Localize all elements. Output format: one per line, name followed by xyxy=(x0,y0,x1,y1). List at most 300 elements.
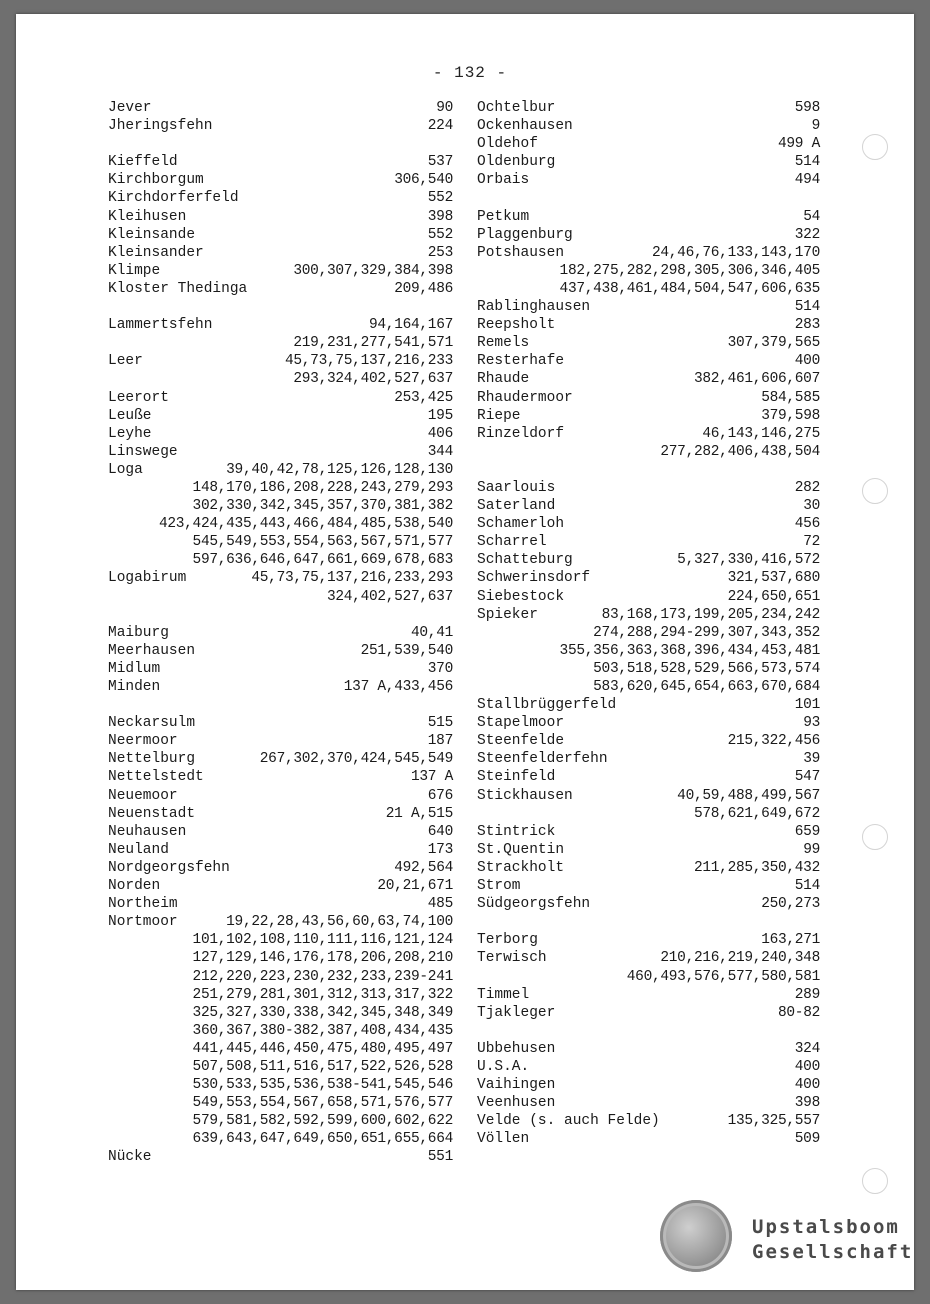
place-name: Völlen xyxy=(477,1131,530,1148)
place-name: Leer xyxy=(108,353,143,370)
place-name: Leyhe xyxy=(108,425,152,442)
index-entry xyxy=(477,551,820,569)
page-refs: 530,533,535,536,538-541,545,546 xyxy=(192,1077,453,1094)
index-entry xyxy=(477,588,820,606)
place-name: Stintrick xyxy=(477,823,556,840)
index-entry xyxy=(108,859,453,877)
place-name: Leerort xyxy=(108,389,169,406)
punch-hole xyxy=(862,134,888,160)
page-refs: 324,402,527,637 xyxy=(326,588,453,605)
page-refs: 54 xyxy=(803,208,820,225)
place-name: Neermoor xyxy=(108,733,178,750)
place-name: Scharrel xyxy=(477,534,547,551)
place-name: Terborg xyxy=(477,932,538,949)
page-refs: 20,21,671 xyxy=(377,878,453,895)
punch-hole xyxy=(862,478,888,504)
place-name: Spieker xyxy=(477,606,538,623)
index-entry xyxy=(108,171,453,189)
place-name: Steinfeld xyxy=(477,769,556,786)
place-name: Stickhausen xyxy=(477,787,573,804)
place-name: Nortmoor xyxy=(108,914,178,931)
index-entry xyxy=(108,461,453,479)
page-refs: 46,143,146,275 xyxy=(702,425,820,442)
page-refs: 549,553,554,567,658,571,576,577 xyxy=(192,1095,453,1112)
index-entry xyxy=(108,389,453,407)
place-name: Kirchdorferfeld xyxy=(108,190,239,207)
place-name: Neckarsulm xyxy=(108,715,196,732)
index-entry xyxy=(477,352,820,370)
page-refs: 253,425 xyxy=(394,389,453,406)
place-name: Neuland xyxy=(108,841,169,858)
place-name: Logabirum xyxy=(108,570,187,587)
place-name: Steenfelde xyxy=(477,733,565,750)
page-refs: 355,356,363,368,396,434,453,481 xyxy=(559,642,820,659)
index-entry xyxy=(108,226,453,244)
place-name: Ockenhausen xyxy=(477,118,573,135)
index-entry xyxy=(108,479,453,497)
place-name: Oldehof xyxy=(477,136,538,153)
page-refs: 676 xyxy=(427,787,453,804)
place-name: Rhaude xyxy=(477,371,530,388)
index-entry xyxy=(477,117,820,135)
index-entry xyxy=(108,841,453,859)
index-entry xyxy=(477,244,820,262)
page-refs: 400 xyxy=(794,1058,820,1075)
page-refs: 551 xyxy=(427,1149,453,1166)
page-refs: 210,216,219,240,348 xyxy=(660,950,820,967)
index-entry xyxy=(108,407,453,425)
place-name: Steenfelderfehn xyxy=(477,751,608,768)
page-refs: 282 xyxy=(794,479,820,496)
page-refs: 579,581,582,592,599,600,602,622 xyxy=(192,1113,453,1130)
index-entry xyxy=(108,298,453,316)
index-entry xyxy=(477,262,820,280)
punch-hole xyxy=(862,1168,888,1194)
page-refs: 277,282,406,438,504 xyxy=(660,443,820,460)
place-name: Saarlouis xyxy=(477,479,556,496)
index-entry xyxy=(477,316,820,334)
place-name: Potshausen xyxy=(477,244,565,261)
place-name: Strackholt xyxy=(477,859,565,876)
place-name: Kleihusen xyxy=(108,208,187,225)
index-entry xyxy=(108,732,453,750)
index-entry xyxy=(108,189,453,207)
page-refs: 83,168,173,199,205,234,242 xyxy=(601,606,820,623)
page-refs: 40,41 xyxy=(410,624,453,641)
page-refs: 640 xyxy=(427,823,453,840)
place-name: Jheringsfehn xyxy=(108,118,213,135)
page-refs: 215,322,456 xyxy=(727,733,820,750)
page-refs: 598 xyxy=(794,100,820,116)
page-refs: 400 xyxy=(794,353,820,370)
index-entry xyxy=(108,949,453,967)
page-refs: 90 xyxy=(436,100,453,116)
index-entry xyxy=(477,678,820,696)
page-refs: 578,621,649,672 xyxy=(693,805,820,822)
place-name: St.Quentin xyxy=(477,841,565,858)
index-entry xyxy=(108,642,453,660)
page-refs: 509 xyxy=(794,1131,820,1148)
place-name: Ochtelbur xyxy=(477,100,556,116)
page-refs: 137 A xyxy=(410,769,453,786)
place-name: Leuße xyxy=(108,407,152,424)
logo-text-line2: Gesellschaft xyxy=(752,1241,914,1263)
index-entry xyxy=(108,551,453,569)
index-entry xyxy=(108,1148,453,1166)
place-name: Loga xyxy=(108,461,143,478)
page-refs: 423,424,435,443,466,484,485,538,540 xyxy=(158,516,453,533)
index-entry xyxy=(108,135,453,153)
place-name: Nettelburg xyxy=(108,751,196,768)
index-entry xyxy=(477,1112,820,1130)
index-entry xyxy=(477,1076,820,1094)
page-refs: 148,170,186,208,228,243,279,293 xyxy=(192,479,453,496)
place-name: Oldenburg xyxy=(477,154,556,171)
index-entry xyxy=(477,370,820,388)
page-refs: 514 xyxy=(794,299,820,316)
index-entry xyxy=(477,425,820,443)
index-entry xyxy=(108,913,453,931)
page-refs: 379,598 xyxy=(761,407,820,424)
page-refs: 583,620,645,654,663,670,684 xyxy=(593,679,820,695)
page-refs: 209,486 xyxy=(394,280,453,297)
index-entry xyxy=(108,696,453,714)
index-entry xyxy=(108,624,453,642)
index-entry xyxy=(477,389,820,407)
page-refs: 93 xyxy=(803,715,820,732)
place-name: Stapelmoor xyxy=(477,715,565,732)
index-entry xyxy=(477,407,820,425)
page-refs: 306,540 xyxy=(394,172,453,189)
page-refs: 24,46,76,133,143,170 xyxy=(651,244,820,261)
place-name: Nettelstedt xyxy=(108,769,204,786)
index-entry xyxy=(477,515,820,533)
index-entry xyxy=(108,334,453,352)
index-entry xyxy=(477,913,820,931)
page-refs: 552 xyxy=(427,226,453,243)
page-refs: 515 xyxy=(427,715,453,732)
index-entry xyxy=(108,280,453,298)
index-entry xyxy=(108,1040,453,1058)
place-name: Schwerinsdorf xyxy=(477,570,591,587)
index-entry xyxy=(477,208,820,226)
index-entry xyxy=(477,497,820,515)
place-name: Meerhausen xyxy=(108,642,196,659)
page-refs: 456 xyxy=(794,516,820,533)
index-entry xyxy=(477,968,820,986)
page-refs: 9 xyxy=(811,118,820,135)
index-entry xyxy=(108,99,453,117)
page-refs: 211,285,350,432 xyxy=(693,859,820,876)
page-refs: 187 xyxy=(427,733,453,750)
place-name: Midlum xyxy=(108,660,161,677)
index-entry xyxy=(477,606,820,624)
place-name: Remels xyxy=(477,335,530,352)
place-name: Rhaudermoor xyxy=(477,389,573,406)
place-name: Ubbehusen xyxy=(477,1040,556,1057)
index-entry xyxy=(477,859,820,877)
index-entry xyxy=(477,823,820,841)
place-name: Klimpe xyxy=(108,262,161,279)
index-entry xyxy=(477,461,820,479)
place-name: Norden xyxy=(108,878,161,895)
index-entry xyxy=(477,787,820,805)
place-name: Strom xyxy=(477,878,521,895)
place-name: Schamerloh xyxy=(477,516,565,533)
place-name: Lammertsfehn xyxy=(108,317,213,334)
page-refs: 45,73,75,137,216,233,293 xyxy=(251,570,453,587)
place-name: Neuhausen xyxy=(108,823,187,840)
page-refs: 398 xyxy=(794,1095,820,1112)
place-name: Vaihingen xyxy=(477,1077,556,1094)
index-entry xyxy=(477,135,820,153)
page-refs: 94,164,167 xyxy=(368,317,453,334)
page-refs: 224,650,651 xyxy=(727,588,820,605)
place-name: Maiburg xyxy=(108,624,169,641)
page-refs: 251,539,540 xyxy=(360,642,453,659)
index-entry xyxy=(108,714,453,732)
place-name: Nücke xyxy=(108,1149,152,1166)
page-refs: 659 xyxy=(794,823,820,840)
place-name: Schatteburg xyxy=(477,552,573,569)
place-name: Kieffeld xyxy=(108,154,178,171)
index-entry xyxy=(477,171,820,189)
page-refs: 494 xyxy=(794,172,820,189)
index-entry xyxy=(477,334,820,352)
page-refs: 514 xyxy=(794,154,820,171)
logo-text-line1: Upstalsboom xyxy=(752,1216,900,1238)
index-entry xyxy=(108,497,453,515)
index-entry xyxy=(108,443,453,461)
page-refs: 283 xyxy=(794,317,820,334)
page-refs: 80-82 xyxy=(777,1004,820,1021)
index-entry xyxy=(477,750,820,768)
index-entry xyxy=(477,1130,820,1148)
index-entry xyxy=(108,588,453,606)
page-refs: 137 A,433,456 xyxy=(343,679,453,695)
page-refs: 101,102,108,110,111,116,121,124 xyxy=(192,932,453,949)
index-entry xyxy=(108,678,453,696)
page-refs: 45,73,75,137,216,233 xyxy=(284,353,453,370)
index-entry xyxy=(108,823,453,841)
place-name: Veenhusen xyxy=(477,1095,556,1112)
page-refs: 485 xyxy=(427,896,453,913)
place-name: Neuemoor xyxy=(108,787,178,804)
page-refs: 382,461,606,607 xyxy=(693,371,820,388)
index-entry xyxy=(108,660,453,678)
page-refs: 99 xyxy=(803,841,820,858)
page-refs: 182,275,282,298,305,306,346,405 xyxy=(559,262,820,279)
page-refs: 289 xyxy=(794,986,820,1003)
index-entry xyxy=(108,931,453,949)
place-name: Orbais xyxy=(477,172,530,189)
index-entry xyxy=(477,280,820,298)
index-entry xyxy=(477,1022,820,1040)
place-name: Rinzeldorf xyxy=(477,425,565,442)
index-entry xyxy=(108,606,453,624)
page-refs: 224 xyxy=(427,118,453,135)
page-refs: 370 xyxy=(427,660,453,677)
place-name: U.S.A. xyxy=(477,1058,530,1075)
index-entry xyxy=(477,1040,820,1058)
page-refs: 39,40,42,78,125,126,128,130 xyxy=(226,461,453,478)
index-entry xyxy=(477,841,820,859)
page-refs: 322 xyxy=(794,226,820,243)
place-name: Terwisch xyxy=(477,950,547,967)
index-entry xyxy=(477,533,820,551)
index-entry xyxy=(477,1058,820,1076)
place-name: Riepe xyxy=(477,407,521,424)
page-refs: 545,549,553,554,563,567,571,577 xyxy=(192,534,453,551)
index-entry xyxy=(477,931,820,949)
index-entry xyxy=(477,624,820,642)
page-refs: 219,231,277,541,571 xyxy=(293,335,453,352)
index-entry xyxy=(108,533,453,551)
index-entry xyxy=(108,968,453,986)
place-name: Resterhafe xyxy=(477,353,565,370)
index-entry xyxy=(477,642,820,660)
place-name: Kleinsande xyxy=(108,226,196,243)
page-refs: 537 xyxy=(427,154,453,171)
page-refs: 492,564 xyxy=(394,859,453,876)
index-entry xyxy=(108,1004,453,1022)
index-entry xyxy=(108,768,453,786)
index-entry xyxy=(477,732,820,750)
index-entry xyxy=(477,153,820,171)
index-entry xyxy=(477,189,820,207)
page-refs: 307,379,565 xyxy=(727,335,820,352)
index-entry xyxy=(108,569,453,587)
page-refs: 300,307,329,384,398 xyxy=(293,262,453,279)
page-refs: 321,537,680 xyxy=(727,570,820,587)
page-refs: 514 xyxy=(794,878,820,895)
page-refs: 135,325,557 xyxy=(727,1113,820,1130)
index-entry xyxy=(477,479,820,497)
index-entry xyxy=(477,569,820,587)
index-entry xyxy=(108,262,453,280)
index-entry xyxy=(108,1112,453,1130)
index-entry xyxy=(477,714,820,732)
page-refs: 460,493,576,577,580,581 xyxy=(626,968,820,985)
page-refs: 597,636,646,647,661,669,678,683 xyxy=(192,552,453,569)
index-entry xyxy=(108,1076,453,1094)
index-entry xyxy=(477,443,820,461)
page-refs: 398 xyxy=(427,208,453,225)
place-name: Nordgeorgsfehn xyxy=(108,859,230,876)
index-entry xyxy=(108,986,453,1004)
index-entry xyxy=(108,208,453,226)
page-refs: 19,22,28,43,56,60,63,74,100 xyxy=(226,914,453,931)
index-entry xyxy=(108,805,453,823)
place-name: Stallbrüggerfeld xyxy=(477,697,617,714)
place-name: Northeim xyxy=(108,896,178,913)
index-entry xyxy=(108,1058,453,1076)
page-refs: 127,129,146,176,178,206,208,210 xyxy=(192,950,453,967)
index-entry xyxy=(108,515,453,533)
index-entry xyxy=(108,316,453,334)
page-refs: 499 A xyxy=(777,136,820,153)
place-name: Südgeorgsfehn xyxy=(477,896,591,913)
page-refs: 39 xyxy=(803,751,820,768)
index-entry xyxy=(108,370,453,388)
place-name: Siebestock xyxy=(477,588,565,605)
index-entry xyxy=(477,226,820,244)
page-refs: 72 xyxy=(803,534,820,551)
page-refs: 400 xyxy=(794,1077,820,1094)
page-refs: 173 xyxy=(427,841,453,858)
page-refs: 441,445,446,450,475,480,495,497 xyxy=(192,1040,453,1057)
index-entry xyxy=(477,696,820,714)
page-refs: 195 xyxy=(427,407,453,424)
page-refs: 584,585 xyxy=(761,389,820,406)
index-entry xyxy=(108,244,453,262)
place-name: Minden xyxy=(108,679,161,695)
page-refs: 503,518,528,529,566,573,574 xyxy=(593,660,820,677)
page-refs: 507,508,511,516,517,522,526,528 xyxy=(192,1058,453,1075)
index-entry xyxy=(108,895,453,913)
seal-emblem-icon xyxy=(660,1200,732,1272)
index-entry xyxy=(108,117,453,135)
index-column-right xyxy=(477,99,820,1148)
page-number: - 132 - xyxy=(432,64,508,82)
page-refs: 325,327,330,338,342,345,348,349 xyxy=(192,1004,453,1021)
page-refs: 101 xyxy=(794,697,820,714)
index-entry xyxy=(108,425,453,443)
place-name: Kleinsander xyxy=(108,244,204,261)
page-refs: 344 xyxy=(427,443,453,460)
index-column-left xyxy=(108,99,453,1167)
index-entry xyxy=(477,660,820,678)
page-refs: 437,438,461,484,504,547,606,635 xyxy=(559,280,820,297)
index-entry xyxy=(108,153,453,171)
index-entry xyxy=(108,1130,453,1148)
place-name: Velde (s. auch Felde) xyxy=(477,1113,660,1130)
place-name: Kirchborgum xyxy=(108,172,204,189)
index-entry xyxy=(477,1004,820,1022)
index-entry xyxy=(108,352,453,370)
page-refs: 163,271 xyxy=(761,932,820,949)
place-name: Plaggenburg xyxy=(477,226,573,243)
place-name: Neuenstadt xyxy=(108,805,196,822)
index-entry xyxy=(108,877,453,895)
index-entry xyxy=(477,895,820,913)
page-refs: 639,643,647,649,650,651,655,664 xyxy=(192,1131,453,1148)
place-name: Rablinghausen xyxy=(477,299,591,316)
index-entry xyxy=(108,750,453,768)
index-entry xyxy=(477,805,820,823)
place-name: Tjakleger xyxy=(477,1004,556,1021)
place-name: Kloster Thedinga xyxy=(108,280,248,297)
punch-hole xyxy=(862,824,888,850)
index-entry xyxy=(477,298,820,316)
page-refs: 267,302,370,424,545,549 xyxy=(259,751,453,768)
page-refs: 21 A,515 xyxy=(385,805,453,822)
place-name: Jever xyxy=(108,100,152,116)
index-entry xyxy=(477,949,820,967)
page-refs: 360,367,380-382,387,408,434,435 xyxy=(192,1022,453,1039)
place-name: Reepsholt xyxy=(477,317,556,334)
place-name: Linswege xyxy=(108,443,178,460)
publisher-logo xyxy=(660,1200,914,1280)
index-entry xyxy=(108,787,453,805)
place-name: Petkum xyxy=(477,208,530,225)
page-refs: 30 xyxy=(803,498,820,515)
page-refs: 253 xyxy=(427,244,453,261)
page-refs: 251,279,281,301,312,313,317,322 xyxy=(192,986,453,1003)
place-name: Timmel xyxy=(477,986,530,1003)
index-entry xyxy=(477,986,820,1004)
page-refs: 552 xyxy=(427,190,453,207)
